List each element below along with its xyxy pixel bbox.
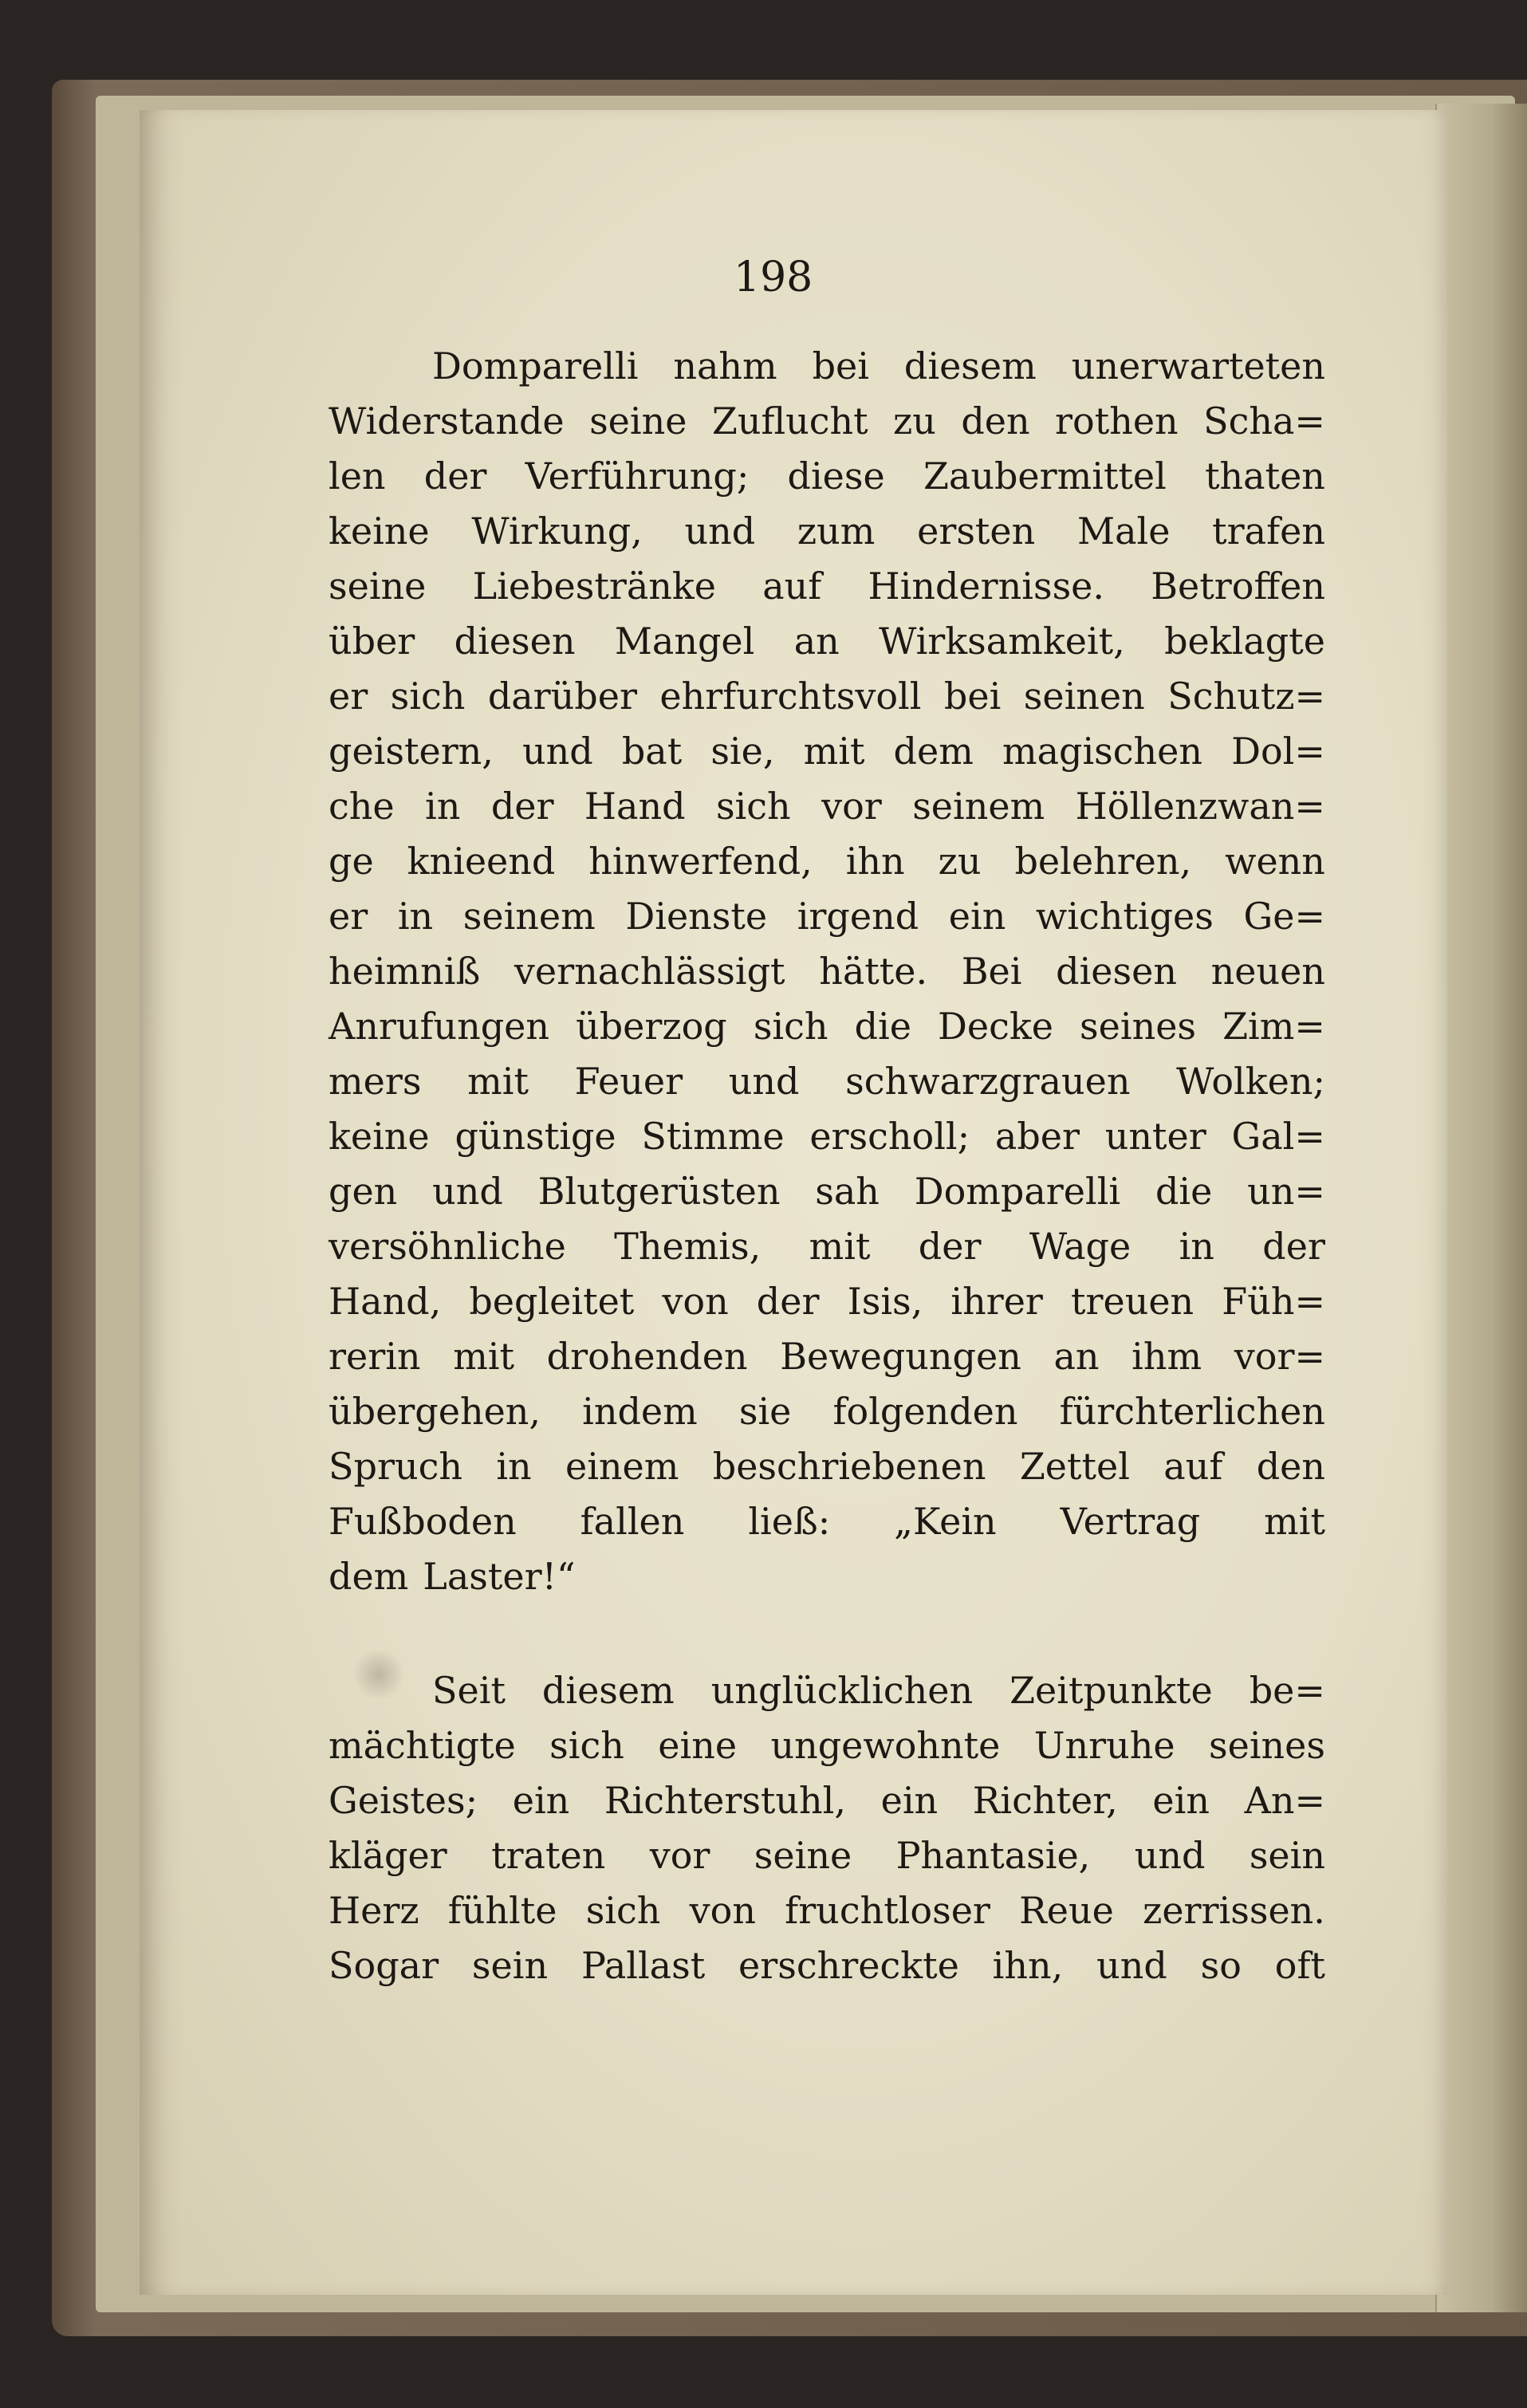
word: in: [496, 1445, 532, 1488]
word: seine: [754, 1834, 852, 1877]
word: Wirkung,: [471, 510, 643, 553]
word: magischen: [1002, 730, 1202, 773]
word: ihn,: [992, 1944, 1064, 1987]
word: sich: [753, 1005, 828, 1048]
text-line: [329, 1663, 1325, 1718]
word: bat: [621, 730, 683, 773]
word: über: [329, 620, 415, 663]
word: fühlte: [447, 1889, 557, 1932]
word: die: [1155, 1170, 1213, 1213]
word: folgenden: [832, 1390, 1018, 1433]
paragraph: [329, 339, 1325, 1604]
word: Mangel: [614, 620, 755, 663]
text-line: [329, 1439, 1325, 1494]
word: zum: [797, 510, 876, 553]
word: Sogar: [329, 1944, 439, 1987]
word: Gal=: [1231, 1115, 1325, 1158]
word: sich: [585, 1889, 661, 1932]
word: belehren,: [1014, 840, 1192, 883]
word: Bei: [961, 950, 1022, 993]
text-line: [329, 944, 1325, 999]
word: treuen: [1071, 1280, 1194, 1323]
word: fallen: [580, 1500, 685, 1543]
word: hätte.: [819, 950, 928, 993]
text-line: [329, 779, 1325, 834]
word: Phantasie,: [895, 1834, 1091, 1877]
word: unter: [1104, 1115, 1206, 1158]
word: der: [423, 454, 487, 498]
text-line: [329, 1329, 1325, 1384]
text-line: [329, 889, 1325, 944]
word: ließ:: [748, 1500, 831, 1543]
word: Spruch: [329, 1445, 462, 1488]
text-line: [329, 1828, 1325, 1883]
text-line: [329, 1219, 1325, 1274]
word: überzog: [576, 1005, 727, 1048]
word: in: [397, 895, 434, 938]
word: Zuflucht: [711, 399, 868, 443]
word: ein: [1152, 1779, 1210, 1822]
word: Male: [1076, 510, 1171, 553]
word: Geistes;: [329, 1779, 478, 1822]
word: diesen: [454, 620, 576, 663]
text-line: [329, 999, 1325, 1054]
word: Bewegungen: [780, 1335, 1021, 1378]
word: fruchtloser: [785, 1889, 990, 1932]
word: Scha=: [1203, 399, 1325, 443]
word: Richterstuhl,: [604, 1779, 847, 1822]
word: von: [662, 1280, 729, 1323]
word: der: [756, 1280, 820, 1323]
word: Dienste: [625, 895, 768, 938]
word: Betroffen: [1151, 565, 1325, 608]
word: Laster!“: [423, 1555, 576, 1598]
text-line: [329, 339, 1325, 394]
word: seines: [1209, 1724, 1325, 1767]
word: Zettel: [1019, 1445, 1130, 1488]
word: vor: [821, 785, 882, 828]
word: vernachlässigt: [514, 950, 785, 993]
word: thaten: [1205, 454, 1325, 498]
word: ungewohnte: [770, 1724, 1001, 1767]
word: auf: [762, 565, 822, 608]
word: Verführung;: [525, 454, 750, 498]
text-line: [329, 614, 1325, 669]
word: von: [689, 1889, 756, 1932]
page-text: [329, 339, 1325, 1993]
word: Zeitpunkte: [1009, 1669, 1213, 1712]
word: so: [1200, 1944, 1242, 1987]
word: Stimme: [641, 1115, 785, 1158]
word: kläger: [329, 1834, 447, 1877]
word: in: [425, 785, 461, 828]
word: an: [793, 620, 840, 663]
word: che: [329, 785, 395, 828]
word: be=: [1249, 1669, 1325, 1712]
text-line: [329, 1549, 1325, 1604]
text-line: [329, 1718, 1325, 1773]
word: er: [329, 675, 368, 718]
word: dem: [893, 730, 974, 773]
word: er: [329, 895, 368, 938]
word: aber: [994, 1115, 1080, 1158]
text-line: [329, 1054, 1325, 1109]
text-line: [329, 834, 1325, 889]
word: ihrer: [950, 1280, 1043, 1323]
word: der: [1262, 1225, 1325, 1268]
text-line: [329, 669, 1325, 724]
word: vor=: [1234, 1335, 1325, 1378]
word: den: [961, 399, 1030, 443]
word: an: [1053, 1335, 1100, 1378]
word: schwarzgrauen: [845, 1060, 1131, 1103]
word: Zim=: [1222, 1005, 1325, 1048]
word: ein: [948, 895, 1006, 938]
paragraph: [329, 1663, 1325, 1993]
word: Feuer: [574, 1060, 683, 1103]
word: wenn: [1225, 840, 1325, 883]
word: Hand,: [329, 1280, 442, 1323]
word: seine: [329, 565, 427, 608]
word: versöhnliche: [329, 1225, 566, 1268]
word: traten: [491, 1834, 606, 1877]
word: rothen: [1055, 399, 1179, 443]
word: heimniß: [329, 950, 481, 993]
word: Herz: [329, 1889, 419, 1932]
word: Höllenzwan=: [1075, 785, 1325, 828]
word: len: [329, 454, 386, 498]
word: zerrissen.: [1143, 1889, 1325, 1932]
word: der: [918, 1225, 982, 1268]
word: Hand: [584, 785, 686, 828]
word: Schutz=: [1167, 675, 1325, 718]
word: seinem: [912, 785, 1045, 828]
word: Füh=: [1222, 1280, 1325, 1323]
word: diesem: [903, 344, 1037, 388]
text-line: [329, 1773, 1325, 1828]
word: Themis,: [614, 1225, 762, 1268]
word: Decke: [938, 1005, 1053, 1048]
word: bei: [943, 675, 1002, 718]
word: „Kein: [894, 1500, 997, 1543]
word: ersten: [917, 510, 1036, 553]
text-line: [329, 1164, 1325, 1219]
word: trafen: [1212, 510, 1325, 553]
word: sie,: [710, 730, 775, 773]
word: zu: [893, 399, 936, 443]
word: mit: [809, 1225, 871, 1268]
word: unglücklichen: [710, 1669, 974, 1712]
word: nahm: [673, 344, 777, 388]
word: Blutgerüsten: [537, 1170, 781, 1213]
word: ihn: [845, 840, 905, 883]
text-line: [329, 449, 1325, 504]
word: Fußboden: [329, 1500, 517, 1543]
word: neuen: [1210, 950, 1325, 993]
word: und: [432, 1170, 503, 1213]
word: und: [1096, 1944, 1167, 1987]
word: eine: [658, 1724, 738, 1767]
word: keine: [329, 510, 430, 553]
word: die: [854, 1005, 911, 1048]
word: Unruhe: [1033, 1724, 1175, 1767]
word: mit: [453, 1335, 515, 1378]
word: sein: [1249, 1834, 1325, 1877]
word: ehrfurchtsvoll: [659, 675, 922, 718]
word: Anrufungen: [329, 1005, 550, 1048]
word: ge: [329, 840, 374, 883]
word: und: [684, 510, 756, 553]
paragraph-gap: [329, 1604, 1325, 1663]
word: oft: [1274, 1944, 1325, 1987]
facing-page-edge: [1435, 104, 1527, 2312]
text-line: [329, 504, 1325, 559]
word: sein: [471, 1944, 549, 1987]
word: auf: [1163, 1445, 1223, 1488]
text-line: [329, 394, 1325, 449]
word: vor: [649, 1834, 710, 1877]
text-line: [329, 1109, 1325, 1164]
word: Wolken;: [1176, 1060, 1325, 1103]
word: und: [728, 1060, 800, 1103]
word: darüber: [487, 675, 637, 718]
word: sie: [738, 1390, 792, 1433]
word: knieend: [407, 840, 556, 883]
word: drohenden: [546, 1335, 748, 1378]
word: einem: [565, 1445, 679, 1488]
word: indem: [582, 1390, 698, 1433]
word: Reue: [1019, 1889, 1114, 1932]
word: sah: [815, 1170, 880, 1213]
word: Widerstande: [329, 399, 565, 443]
word: geistern,: [329, 730, 494, 773]
word: Wirksamkeit,: [879, 620, 1125, 663]
word: fürchterlichen: [1059, 1390, 1325, 1433]
word: ihm: [1131, 1335, 1202, 1378]
text-line: [329, 1494, 1325, 1549]
word: erscholl;: [809, 1115, 970, 1158]
word: Richter,: [972, 1779, 1118, 1822]
word: zu: [938, 840, 982, 883]
word: unerwarteten: [1071, 344, 1325, 388]
word: mers: [329, 1060, 422, 1103]
word: Hindernisse.: [868, 565, 1105, 608]
text-line: [329, 559, 1325, 614]
word: Liebestränke: [472, 565, 716, 608]
page-number: 198: [734, 254, 813, 301]
word: beklagte: [1164, 620, 1325, 663]
word: bei: [812, 344, 869, 388]
word: Seit: [432, 1669, 506, 1712]
text-line: [329, 724, 1325, 779]
word: erschreckte: [738, 1944, 959, 1987]
word: dem: [329, 1555, 409, 1598]
word: mit: [803, 730, 865, 773]
word: wichtiges: [1035, 895, 1214, 938]
word: beschriebenen: [712, 1445, 986, 1488]
word: der: [490, 785, 554, 828]
word: diesen: [1056, 950, 1177, 993]
word: seine: [589, 399, 687, 443]
word: mit: [467, 1060, 529, 1103]
word: rerin: [329, 1335, 421, 1378]
word: ein: [512, 1779, 570, 1822]
word: und: [522, 730, 593, 773]
word: keine: [329, 1115, 430, 1158]
word: und: [1134, 1834, 1206, 1877]
word: Zaubermittel: [923, 454, 1167, 498]
word: irgend: [797, 895, 919, 938]
word: sich: [715, 785, 791, 828]
word: Vertrag: [1060, 1500, 1201, 1543]
word: Dol=: [1231, 730, 1325, 773]
word: Domparelli: [914, 1170, 1121, 1213]
word: gen: [329, 1170, 398, 1213]
word: sich: [549, 1724, 624, 1767]
word: seinem: [462, 895, 596, 938]
word: seinen: [1023, 675, 1145, 718]
word: mit: [1264, 1500, 1325, 1543]
word: hinwerfend,: [588, 840, 813, 883]
word: diesem: [541, 1669, 675, 1712]
word: Pallast: [580, 1944, 706, 1987]
word: Isis,: [847, 1280, 923, 1323]
word: günstige: [455, 1115, 616, 1158]
word: diese: [787, 454, 885, 498]
text-line: [329, 1274, 1325, 1329]
word: ein: [880, 1779, 939, 1822]
word: übergehen,: [329, 1390, 541, 1433]
text-line: [329, 1384, 1325, 1439]
word: Domparelli: [432, 344, 639, 388]
word: begleitet: [469, 1280, 635, 1323]
text-line: [329, 1938, 1325, 1993]
word: An=: [1244, 1779, 1325, 1822]
word: sich: [390, 675, 466, 718]
word: in: [1179, 1225, 1214, 1268]
text-line: [329, 1883, 1325, 1938]
word: un=: [1247, 1170, 1325, 1213]
word: mächtigte: [329, 1724, 516, 1767]
word: Wage: [1029, 1225, 1131, 1268]
word: Ge=: [1243, 895, 1325, 938]
word: den: [1256, 1445, 1325, 1488]
word: seines: [1080, 1005, 1197, 1048]
